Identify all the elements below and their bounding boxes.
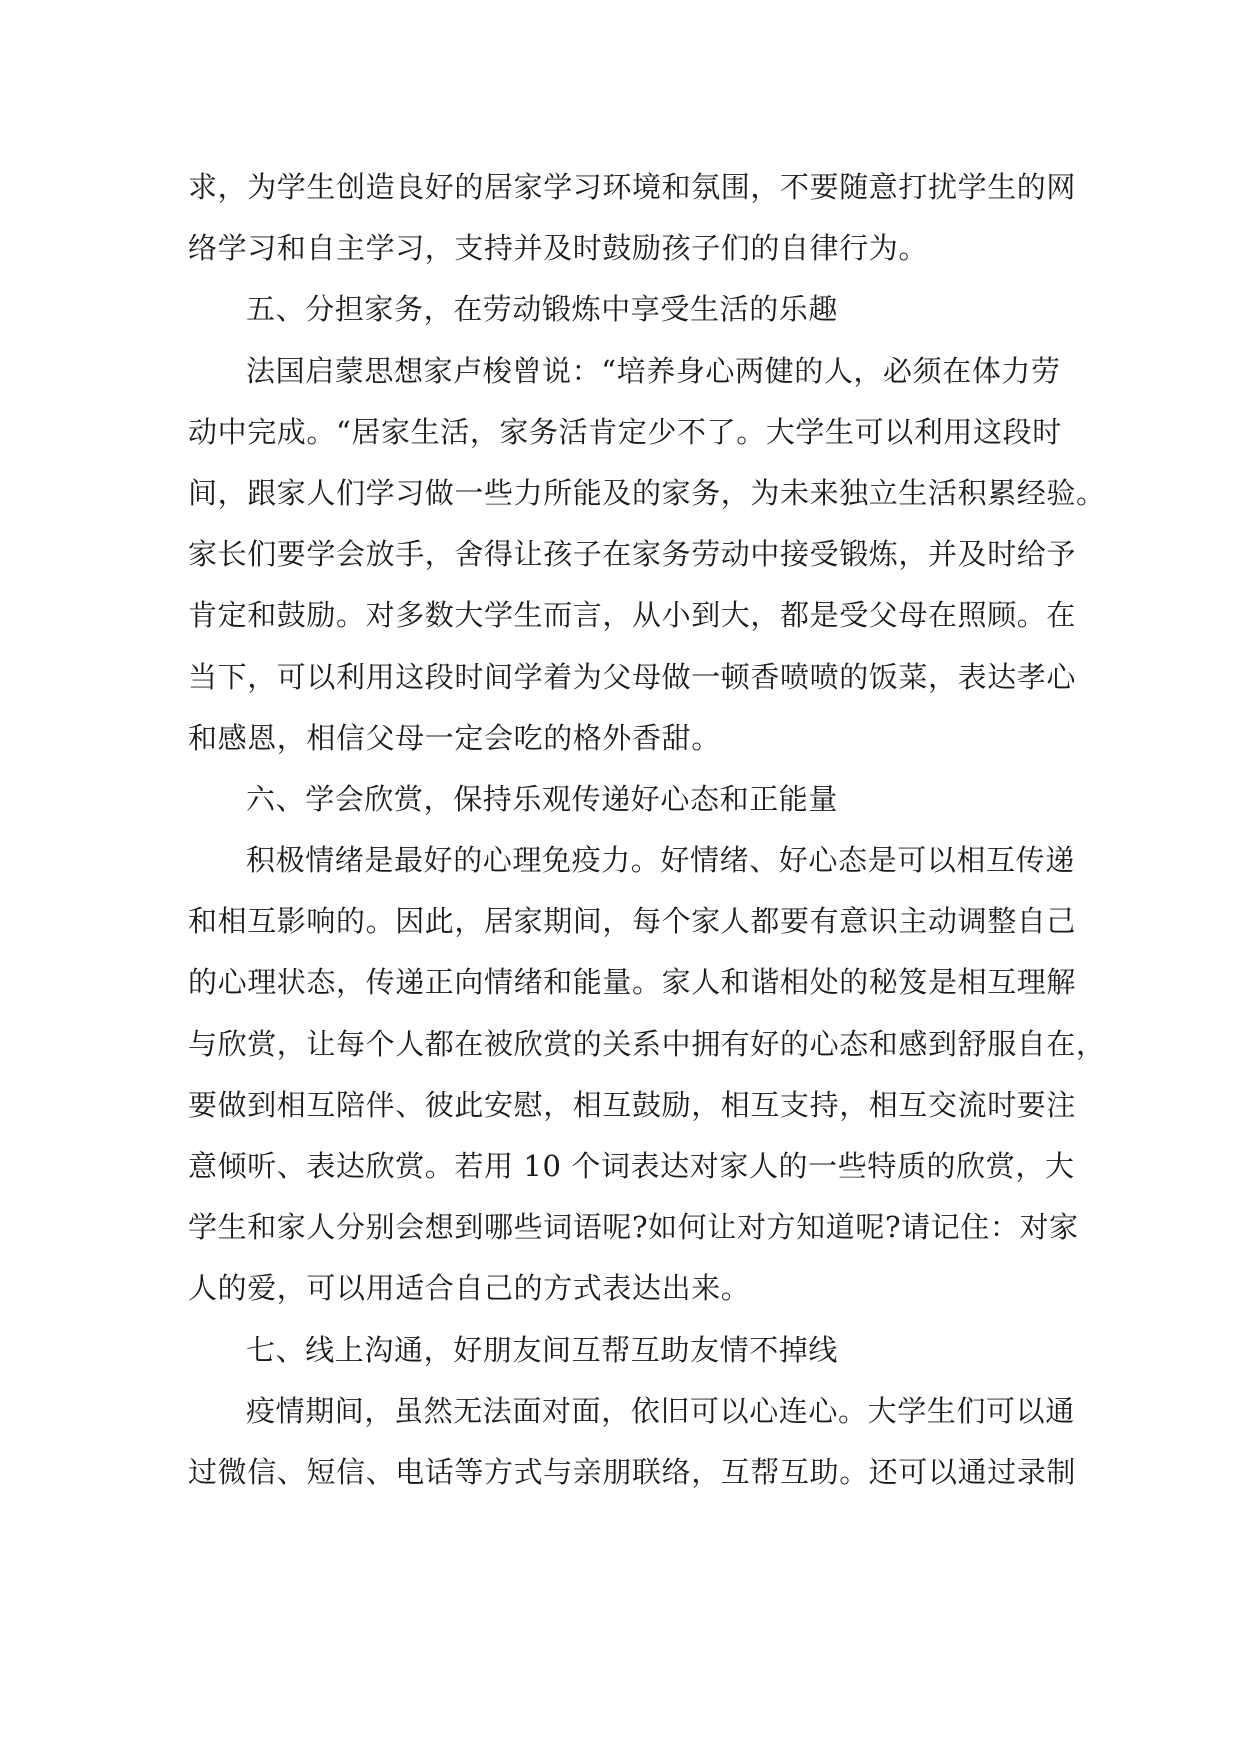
paragraph-line: 络学习和自主学习，支持并及时鼓励孩子们的自律行为。 (188, 231, 929, 266)
paragraph-line: 当下，可以利用这段时间学着为父母做一顿香喷喷的饭菜，表达孝心 (188, 659, 1077, 694)
document-body (188, 157, 1106, 1503)
paragraph-line: 意倾听、表达欣赏。若用 10 个词表达对家人的一些特质的欣赏，大 (188, 1149, 1075, 1183)
paragraph-line: 肯定和鼓励。对多数大学生而言，从小到大，都是受父母在照顾。在 (188, 598, 1077, 633)
paragraph-line: 与欣赏，让每个人都在被欣赏的关系中拥有好的心态和感到舒服自在， (188, 1026, 1106, 1061)
paragraph-line: 家长们要学会放手，舍得让孩子在家务劳动中接受锻炼，并及时给予 (188, 537, 1077, 572)
paragraph-line: 疫情期间，虽然无法面对面，依旧可以心连心。大学生们可以通 (246, 1393, 1075, 1428)
paragraph-line: 的心理状态，传递正向情绪和能量。家人和谐相处的秘笈是相互理解 (188, 965, 1077, 1000)
paragraph-line: 学生和家人分别会想到哪些词语呢?如何让对方知道呢?请记住：对家 (188, 1210, 1079, 1245)
paragraph-line: 过微信、短信、电话等方式与亲朋联络，互帮互助。还可以通过录制 (188, 1454, 1077, 1489)
paragraph-line: 和感恩，相信父母一定会吃的格外香甜。 (188, 720, 721, 755)
paragraph-line: 要做到相互陪伴、彼此安慰，相互鼓励，相互支持，相互交流时要注 (188, 1087, 1077, 1122)
paragraph-line: 和相互影响的。因此，居家期间，每个家人都要有意识主动调整自己 (188, 904, 1077, 939)
paragraph-line: 间，跟家人们学习做一些力所能及的家务，为未来独立生活积累经验。 (188, 475, 1106, 510)
paragraph-line: 动中完成。“居家生活，家务活肯定少不了。大学生可以利用这段时 (188, 414, 1062, 449)
paragraph-line: 法国启蒙思想家卢梭曾说：“培养身心两健的人，必须在体力劳 (246, 353, 1061, 388)
section-heading: 六、学会欣赏，保持乐观传递好心态和正能量 (246, 781, 839, 816)
section-heading: 七、线上沟通，好朋友间互帮互助友情不掉线 (246, 1332, 839, 1367)
paragraph-line: 积极情绪是最好的心理免疫力。好情绪、好心态是可以相互传递 (246, 843, 1075, 878)
paragraph-line: 人的爱，可以用适合自己的方式表达出来。 (188, 1271, 751, 1306)
paragraph-line: 求，为学生创造良好的居家学习环境和氛围，不要随意打扰学生的网 (188, 170, 1077, 204)
section-heading: 五、分担家务，在劳动锻炼中享受生活的乐趣 (246, 292, 839, 327)
